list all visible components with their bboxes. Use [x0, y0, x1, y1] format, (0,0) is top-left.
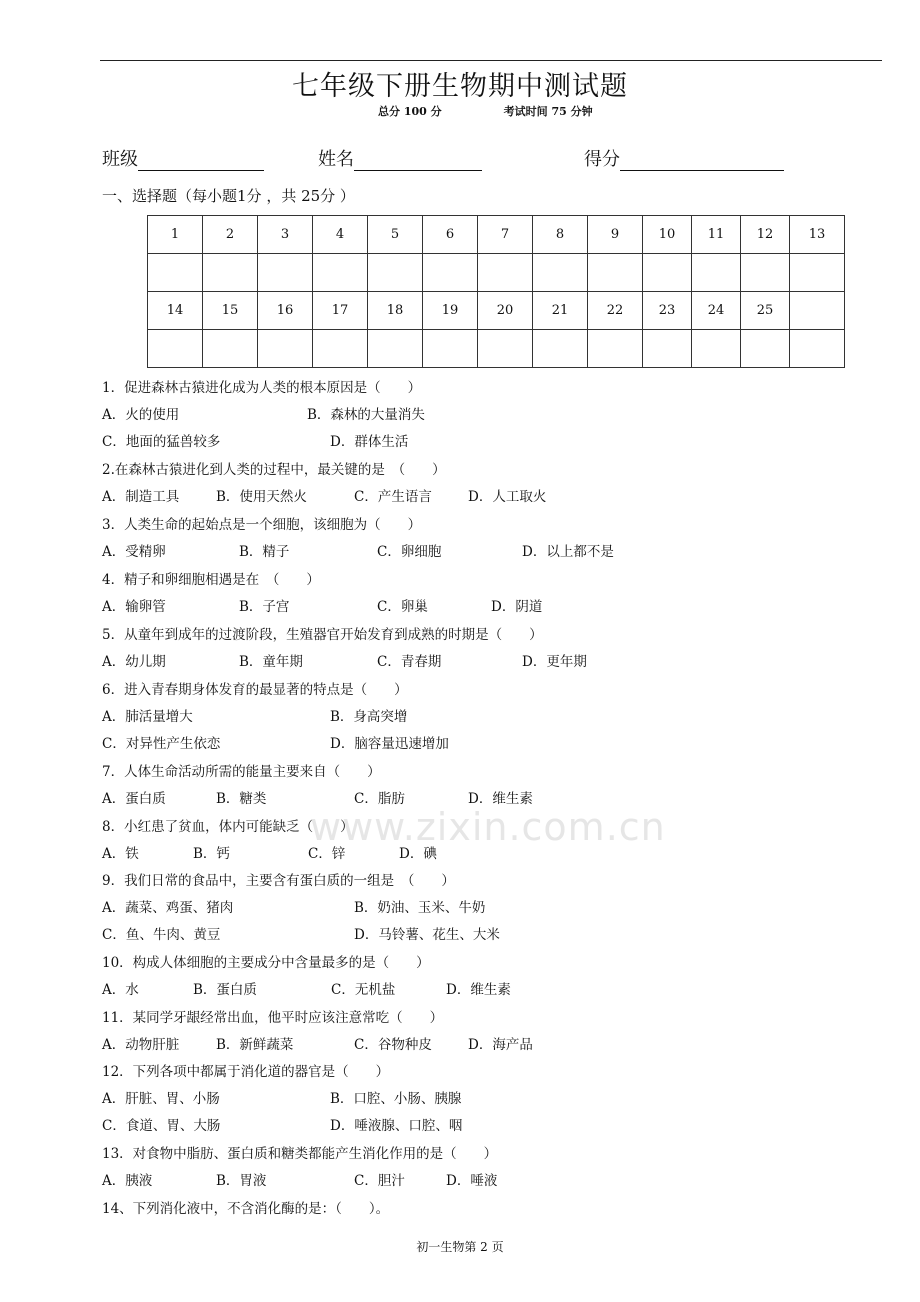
grid-answer-cell[interactable] [790, 330, 845, 368]
grid-number-cell: 22 [588, 292, 643, 330]
question-stem: 14、下列消化液中，不含消化酶的是：（ ）。 [102, 1201, 390, 1217]
answer-option[interactable]: D．碘 [399, 846, 437, 862]
question-stem: 5．从童年到成年的过渡阶段，生殖器官开始发育到成熟的时期是（ ） [102, 627, 543, 643]
grid-answer-cell[interactable] [203, 254, 258, 292]
grid-answer-cell[interactable] [368, 330, 423, 368]
answer-option[interactable]: C．无机盐 [331, 982, 396, 998]
answer-option[interactable]: B．胃液 [216, 1173, 267, 1189]
answer-option[interactable]: C．鱼、牛肉、黄豆 [102, 927, 221, 943]
answer-option[interactable]: B．蛋白质 [193, 982, 257, 998]
grid-number-cell: 11 [692, 216, 741, 254]
grid-answer-row [148, 254, 845, 292]
grid-number-row [148, 292, 845, 330]
answer-option[interactable]: C．对异性产生依恋 [102, 736, 221, 752]
answer-option[interactable]: C．食道、胃、大肠 [102, 1118, 221, 1134]
grid-answer-cell[interactable] [588, 254, 643, 292]
answer-option[interactable]: C．脂肪 [354, 791, 405, 807]
total-score: 总分 100 分 [378, 105, 442, 118]
answer-option[interactable]: A．肺活量增大 [102, 709, 193, 725]
question-stem: 11．某同学牙龈经常出血，他平时应该注意常吃（ ） [102, 1010, 444, 1026]
grid-number-cell: 2 [203, 216, 258, 254]
grid-number-cell: 16 [258, 292, 313, 330]
grid-number-cell [790, 292, 845, 330]
answer-option[interactable]: C．谷物种皮 [354, 1037, 432, 1053]
answer-option[interactable]: C．胆汁 [354, 1173, 405, 1189]
question-stem: 9．我们日常的食品中，主要含有蛋白质的一组是 （ ） [102, 873, 455, 889]
grid-answer-cell[interactable] [148, 330, 203, 368]
grid-answer-cell[interactable] [368, 254, 423, 292]
answer-option[interactable]: A．火的使用 [102, 407, 180, 423]
answer-option[interactable]: D．马铃薯、花生、大米 [354, 927, 500, 943]
name-field[interactable] [318, 145, 482, 171]
grid-number-row [148, 216, 845, 254]
grid-answer-cell[interactable] [692, 254, 741, 292]
answer-option[interactable]: A．胰液 [102, 1173, 153, 1189]
grid-answer-cell[interactable] [148, 254, 203, 292]
answer-option[interactable]: A．幼儿期 [102, 654, 166, 670]
answer-option[interactable]: A．输卵管 [102, 599, 166, 615]
answer-option[interactable]: D．以上都不是 [522, 544, 614, 560]
grid-number-cell: 10 [643, 216, 692, 254]
question-stem: 2.在森林古猿进化到人类的过程中，最关键的是 （ ） [102, 462, 446, 478]
answer-option[interactable]: C．锌 [308, 846, 346, 862]
answer-option[interactable]: B．新鲜蔬菜 [216, 1037, 294, 1053]
grid-number-cell: 4 [313, 216, 368, 254]
answer-option[interactable]: B．子宫 [239, 599, 290, 615]
grid-answer-cell[interactable] [588, 330, 643, 368]
answer-option[interactable]: D．维生素 [446, 982, 511, 998]
grid-answer-cell[interactable] [423, 330, 478, 368]
grid-number-cell: 24 [692, 292, 741, 330]
answer-option[interactable]: A．动物肝脏 [102, 1037, 180, 1053]
top-rule [100, 60, 882, 61]
grid-answer-cell[interactable] [741, 330, 790, 368]
answer-option[interactable]: B．奶油、玉米、牛奶 [354, 900, 486, 916]
grid-answer-cell[interactable] [741, 254, 790, 292]
question-stem: 4．精子和卵细胞相遇是在 （ ） [102, 572, 320, 588]
answer-option[interactable]: B．精子 [239, 544, 290, 560]
answer-option[interactable]: A．肝脏、胃、小肠 [102, 1091, 220, 1107]
grid-number-cell: 13 [790, 216, 845, 254]
question-stem: 7．人体生命活动所需的能量主要来自（ ） [102, 764, 381, 780]
answer-option[interactable]: D．海产品 [468, 1037, 533, 1053]
question-stem: 1．促进森林古猿进化成为人类的根本原因是（ ） [102, 380, 422, 396]
grid-number-cell: 9 [588, 216, 643, 254]
answer-option[interactable]: A．蛋白质 [102, 791, 166, 807]
question-stem: 13．对食物中脂肪、蛋白质和糖类都能产生消化作用的是（ ） [102, 1146, 498, 1162]
question-stem: 3．人类生命的起始点是一个细胞，该细胞为（ ） [102, 517, 422, 533]
grid-number-cell: 20 [478, 292, 533, 330]
grid-number-cell: 8 [533, 216, 588, 254]
grid-answer-cell[interactable] [790, 254, 845, 292]
exam-time: 考试时间 75 分钟 [503, 105, 593, 118]
answer-option[interactable]: B．森林的大量消失 [307, 407, 425, 423]
answer-grid [147, 215, 845, 368]
answer-option[interactable]: D．维生素 [468, 791, 533, 807]
grid-number-cell: 15 [203, 292, 258, 330]
grid-number-cell: 23 [643, 292, 692, 330]
answer-option[interactable]: B．口腔、小肠、胰腺 [330, 1091, 462, 1107]
grid-number-cell: 19 [423, 292, 478, 330]
answer-option[interactable]: C．青春期 [377, 654, 442, 670]
subtitle [378, 103, 593, 119]
answer-option[interactable]: D．人工取火 [468, 489, 547, 505]
grid-number-cell: 1 [148, 216, 203, 254]
grid-answer-cell[interactable] [643, 330, 692, 368]
class-field[interactable] [102, 145, 264, 171]
grid-answer-cell[interactable] [313, 330, 368, 368]
answer-option[interactable]: D．唾液腺、口腔、咽 [330, 1118, 463, 1134]
page-footer: 初一生物第 2 页 [416, 1240, 504, 1254]
answer-option[interactable]: D．阴道 [491, 599, 543, 615]
answer-option[interactable]: C．地面的猛兽较多 [102, 434, 221, 450]
answer-option[interactable]: A．蔬菜、鸡蛋、猪肉 [102, 900, 234, 916]
answer-option[interactable]: A．铁 [102, 846, 139, 862]
score-label: 得分 [584, 149, 620, 170]
grid-number-cell: 18 [368, 292, 423, 330]
grid-number-cell: 14 [148, 292, 203, 330]
answer-option[interactable]: D．群体生活 [330, 434, 409, 450]
grid-number-cell: 21 [533, 292, 588, 330]
grid-answer-cell[interactable] [533, 330, 588, 368]
question-stem: 12．下列各项中都属于消化道的器官是（ ） [102, 1064, 390, 1080]
answer-option[interactable]: B．糖类 [216, 791, 267, 807]
grid-number-cell: 17 [313, 292, 368, 330]
score-field[interactable] [584, 145, 784, 171]
question-stem: 6．进入青春期身体发育的最显著的特点是（ ） [102, 682, 408, 698]
answer-option[interactable]: D．更年期 [522, 654, 587, 670]
grid-number-cell: 6 [423, 216, 478, 254]
watermark: www.zixin.com.cn [310, 805, 666, 849]
grid-answer-cell[interactable] [203, 330, 258, 368]
grid-answer-cell[interactable] [533, 254, 588, 292]
answer-option[interactable]: B．身高突增 [330, 709, 408, 725]
class-label: 班级 [102, 149, 138, 170]
name-label: 姓名 [318, 149, 354, 170]
answer-option[interactable]: A．水 [102, 982, 139, 998]
grid-answer-cell[interactable] [423, 254, 478, 292]
answer-option[interactable]: D．脑容量迅速增加 [330, 736, 449, 752]
grid-number-cell: 5 [368, 216, 423, 254]
grid-answer-cell[interactable] [313, 254, 368, 292]
grid-answer-cell[interactable] [692, 330, 741, 368]
grid-answer-cell[interactable] [258, 330, 313, 368]
grid-number-cell: 3 [258, 216, 313, 254]
grid-answer-row [148, 330, 845, 368]
grid-answer-cell[interactable] [478, 254, 533, 292]
answer-option[interactable]: A．制造工具 [102, 489, 180, 505]
answer-option[interactable]: C．产生语言 [354, 489, 432, 505]
answer-option[interactable]: B．使用天然火 [216, 489, 307, 505]
answer-option[interactable]: B．钙 [193, 846, 230, 862]
answer-option[interactable]: B．童年期 [239, 654, 303, 670]
answer-option[interactable]: C．卵细胞 [377, 544, 442, 560]
grid-answer-cell[interactable] [258, 254, 313, 292]
grid-answer-cell[interactable] [643, 254, 692, 292]
question-stem: 8．小红患了贫血，体内可能缺乏（ ） [102, 819, 354, 835]
answer-option[interactable]: D．唾液 [446, 1173, 498, 1189]
grid-number-cell: 25 [741, 292, 790, 330]
answer-option[interactable]: A．受精卵 [102, 544, 166, 560]
section-heading: 一、选择题（每小题1分 ，共 25分 ） [102, 187, 355, 205]
grid-answer-cell[interactable] [478, 330, 533, 368]
answer-option[interactable]: C．卵巢 [377, 599, 428, 615]
question-stem: 10．构成人体细胞的主要成分中含量最多的是（ ） [102, 955, 430, 971]
page-title: 七年级下册生物期中测试题 [292, 71, 628, 102]
grid-number-cell: 12 [741, 216, 790, 254]
grid-number-cell: 7 [478, 216, 533, 254]
